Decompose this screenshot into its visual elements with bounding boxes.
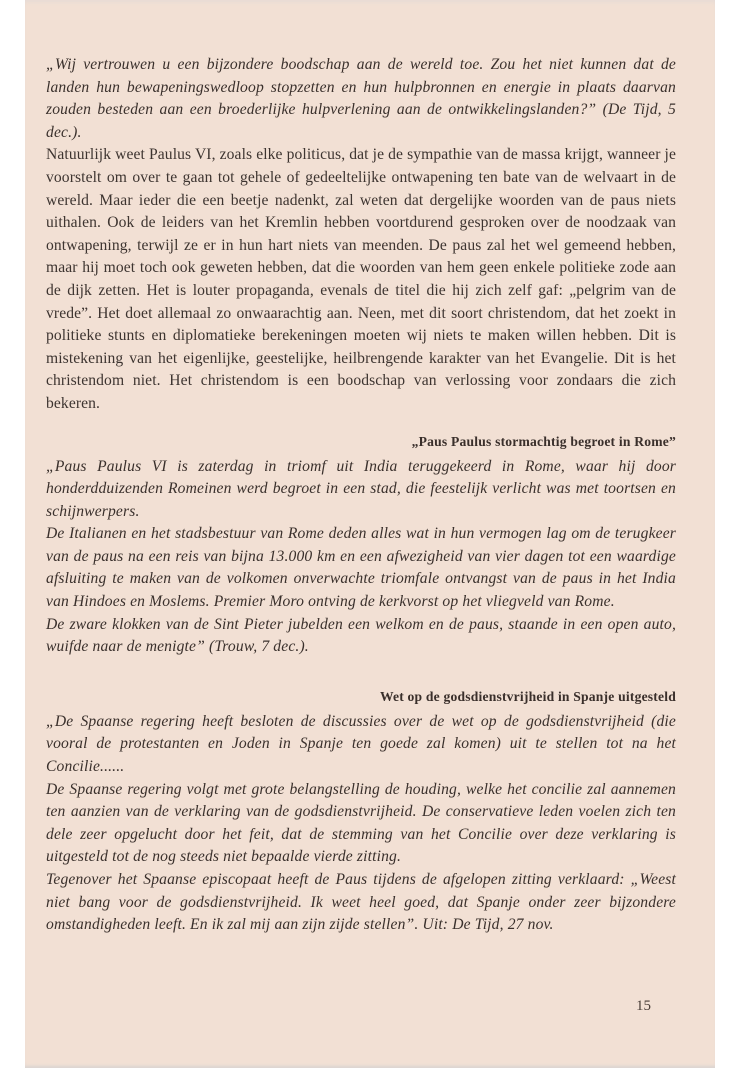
spain-quote-paragraph: De Spaanse regering volgt met grote belangstelling de houding, welke het concilie zal aannemen ten aanzien van de verklaring van de godsdienstvrijheid. De conservatieve leden voelen zich ten dele zeer opgelucht door het feit, dat de stemming van het Concilie over deze verklaring is uitgesteld tot de nog steeds niet bepaalde vierde zitting. bbox=[46, 780, 676, 866]
rome-quote-paragraph: De zware klokken van de Sint Pieter jubelden een welkom en de paus, staande in een open auto, wuifde naar de menigte” (Trouw, 7 dec.). bbox=[46, 615, 676, 656]
page-content bbox=[46, 54, 676, 937]
rome-quote-paragraph: „Paus Paulus VI is zaterdag in triomf uit India teruggekeerd in Rome, waar hij door honderdduizenden Romeinen werd begroet in een stad, die feestelijk verlicht was met toortsen en schijnwerpers. bbox=[46, 457, 676, 520]
document-page bbox=[25, 0, 715, 1068]
section-heading-rome: „Paus Paulus stormachtig begroet in Rome” bbox=[411, 433, 676, 449]
commentary-paragraph: Natuurlijk weet Paulus VI, zoals elke politicus, dat je de sympathie van de massa krijgt, wanneer je voorstelt om over te gaan tot gehele of gedeeltelijke ontwapening ten bate van de welvaart in de wereld. Maar ieder die een beetje nadenkt, zal weten dat dergelijke woorden van de paus niets uithalen. Ook de leiders van het Kremlin hebben voortdurend gesproken over de noodzaak van ontwapening, terwijl ze er in hun hart niets van meenden. De paus zal het wel gemeend hebben, maar hij moet toch ook geweten hebben, dat die woorden van hem geen enkele politieke zode aan de dijk zetten. Het is louter propaganda, evenals de titel die hij zich zelf gaf: „pelgrim van de vrede”. Het doet allemaal zo onwaarachtig aan. Neen, met dit soort christendom, dat het zoekt in politieke stunts en diplomatieke berekeningen moeten wij niets te maken willen hebben. Dit is mistekening van het eigenlijke, geestelijke, heilbrengende karakter van het Evangelie. Dit is het christendom niet. Het christendom is een boodschap van verlossing voor zondaars die zich bekeren. bbox=[46, 146, 676, 412]
rome-quote-paragraph: De Italianen en het stadsbestuur van Rome deden alles wat in hun vermogen lag om de terugkeer van de paus na een reis van bijna 13.000 km en een afwezigheid van vier dagen tot een waardige afsluiting te maken van de volkomen onverwachte triomfale ontvangst van de paus in het India van Hindoes en Moslems. Premier Moro ontving de kerkvorst op het vliegveld van Rome. bbox=[46, 525, 676, 611]
section-heading-spain: Wet op de godsdienstvrijheid in Spanje uitgesteld bbox=[379, 688, 676, 704]
spain-quote-paragraph: „De Spaanse regering heeft besloten de discussies over de wet op de godsdienstvrijheid (die vooral de protestanten en Joden in Spanje ten goede zal komen) uit te stellen tot na het Concilie...... bbox=[46, 712, 676, 776]
spain-quote-paragraph: Tegenover het Spaanse episcopaat heeft de Paus tijdens de afgelopen zitting verklaard: „Weest niet bang voor de godsdienstvrijheid. Ik weet heel goed, dat Spanje onder zeer bijzondere omstandigheden leeft. En ik zal mij aan zijn zijde stellen”. Uit: De Tijd, 27 nov. bbox=[46, 871, 676, 934]
page-number: 15 bbox=[636, 998, 651, 1014]
intro-quote: „Wij vertrouwen u een bijzondere boodschap aan de wereld toe. Zou het niet kunnen dat de landen hun bewapeningswedloop stopzetten en hun hulpbronnen en energie in plaats daarvan zouden besteden aan een broederlijke hulpverlening aan de ontwikkelingslanden?” (De Tijd, 5 dec.). bbox=[46, 56, 676, 141]
